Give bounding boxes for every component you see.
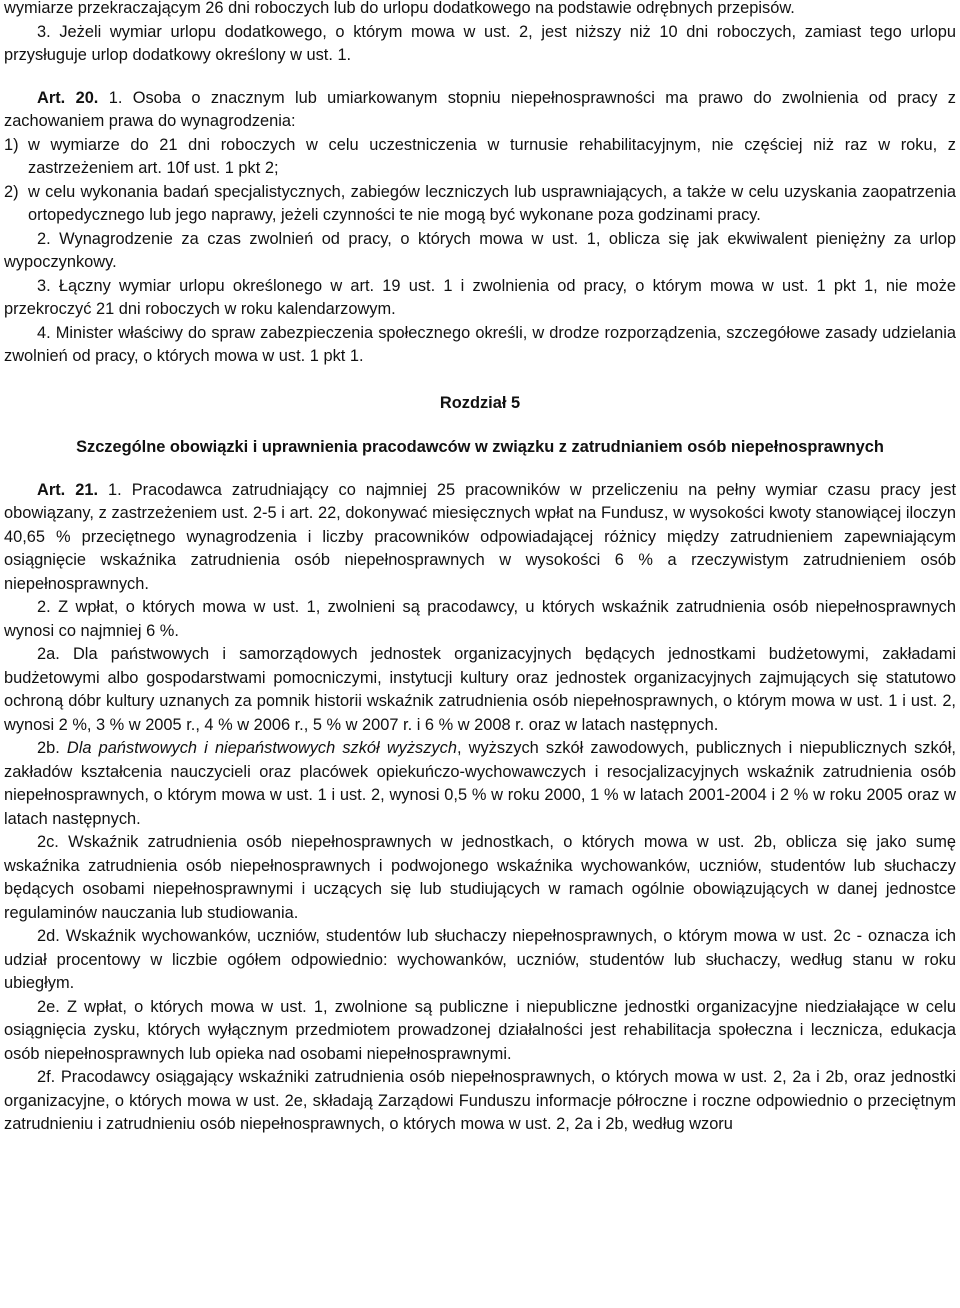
art20-paragraph-3: 3. Łączny wymiar urlopu określonego w art. 19 ust. 1 i zwolnienia od pracy, o którym mowa w ust. 1 pkt 1, nie może przekroczyć 21 dni roboczych w roku kalendarzowym.	[4, 276, 956, 318]
chapter-title: Szczególne obowiązki i uprawnienia pracodawców w związku z zatrudnianiem osób niepełnosprawnych	[76, 438, 884, 456]
art21-label: Art. 21.	[37, 480, 99, 499]
list-item-text: w wymiarze do 21 dni roboczych w celu uczestniczenia w turnusie rehabilitacyjnym, nie częściej niż raz w roku, z zastrzeżeniem art. 10f ust. 1 pkt 2;	[28, 135, 956, 177]
art21-paragraph-2c: 2c. Wskaźnik zatrudnienia osób niepełnosprawnych w jednostkach, o których mowa w ust. 2b, oblicza się jako sumę wskaźnika zatrudnienia osób niepełnosprawnych i podwojonego wskaźnika wychowanków, uczniów, studentów lub słuchaczy będących osobami niepełnosprawnymi i uczących się lub studiujących w ramach ogólnie obowiązujących w danej jednostce regulaminów nauczania lub studiowania.	[4, 833, 956, 922]
art21-paragraph-2b	[4, 737, 956, 831]
art21-paragraph-2f: 2f. Pracodawcy osiągający wskaźniki zatrudnienia osób niepełnosprawnych, o których mowa w ust. 2, 2a i 2b, oraz jednostki organizacyjne, o których mowa w ust. 2e, składają Zarządowi Funduszu informacje półroczne i roczne odpowiednio o przeciętnym zatrudnieniu i zatrudnieniu osób niepełnosprawnych, o których mowa w ust. 2, 2a i 2b, według wzoru	[4, 1068, 956, 1133]
art20-lead-text: 1. Osoba o znacznym lub umiarkowanym stopniu niepełnosprawności ma prawo do zwolnienia od pracy z zachowaniem prawa do wynagrodzenia:	[4, 88, 956, 130]
art20-paragraph-4: 4. Minister właściwy do spraw zabezpieczenia społecznego określi, w drodze rozporządzenia, szczegółowe zasady udzielania zwolnień od pracy, o których mowa w ust. 1 pkt 1.	[4, 323, 956, 365]
list-item-number: 2)	[4, 182, 19, 201]
art21-paragraph-2e: 2e. Z wpłat, o których mowa w ust. 1, zwolnione są publiczne i niepubliczne jednostki organizacyjne niedziałające w celu osiągnięcia zysku, których wyłącznym przedmiotem prowadzonej działalności jest rehabilitacja społeczna i lecznicza, edukacja osób niepełnosprawnych lub opieka nad osobami niepełnosprawnymi.	[4, 997, 956, 1063]
art21-paragraph-1	[4, 479, 956, 597]
document-page	[4, 0, 956, 1137]
art20-paragraph-1	[4, 87, 956, 134]
paragraph-number: 2b.	[37, 739, 67, 757]
intro-paragraph-continued: wymiarze przekraczającym 26 dni roboczych lub do urlopu dodatkowego na podstawie odrębnych przepisów.	[4, 0, 795, 17]
art21-paragraph-2d: 2d. Wskaźnik wychowanków, uczniów, studentów lub słuchaczy niepełnosprawnych, o którym mowa w ust. 2c - oznacza ich udział procentowy w liczbie ogółem odpowiednio: wychowanków, uczniów, studentów lub słuchaczy, według stanu w roku ubiegłym.	[4, 927, 956, 992]
list-item-number: 1)	[4, 135, 19, 154]
list-item-text: w celu wykonania badań specjalistycznych, zabiegów leczniczych lub usprawniających, a także w celu uzyskania zaopatrzenia ortopedycznego lub jego naprawy, jeżeli czynności te nie mogą być wykonane poza godzinami pracy.	[28, 182, 956, 224]
italic-phrase: Dla państwowych i niepaństwowych szkół wyższych	[66, 739, 457, 757]
art20-list-item-2	[4, 181, 956, 228]
intro-paragraph-3: 3. Jeżeli wymiar urlopu dodatkowego, o którym mowa w ust. 2, jest niższy niż 10 dni roboczych, zamiast tego urlopu przysługuje urlop dodatkowy określony w ust. 1.	[4, 22, 956, 64]
art20-label: Art. 20.	[37, 88, 99, 107]
chapter-label: Rozdział 5	[439, 393, 521, 412]
art21-text: 1. Pracodawca zatrudniający co najmniej 25 pracowników w przeliczeniu na pełny wymiar czasu pracy jest obowiązany, z zastrzeżeniem ust. 2-5 i art. 22, dokonywać miesięcznych wpłat na Fundusz, w wysokości kwoty stanowiącej iloczyn 40,65 % przeciętnego wynagrodzenia i liczby pracowników odpowiadającej różnicy między zatrudnieniem zapewniającym osiągnięcie wskaźnika zatrudnienia osób niepełnosprawnych w wysokości 6 % a rzeczywistym zatrudnieniem osób niepełnosprawnych.	[4, 480, 956, 593]
art21-paragraph-2a: 2a. Dla państwowych i samorządowych jednostek organizacyjnych będących jednostkami budżetowymi, zakładami budżetowymi albo gospodarstwami pomocniczymi, instytucji kultury oraz jednostek organizacyjnych zajmujących się statutowo ochroną dóbr kultury uznanych za pomnik historii wskaźnik zatrudnienia osób niepełnosprawnych, o którym mowa w ust. 1 i ust. 2, wynosi 2 %, 3 % w 2005 r., 4 % w 2006 r., 5 % w 2007 r. i 6 % w 2008 r. oraz w latach następnych.	[4, 645, 956, 734]
art21-paragraph-2: 2. Z wpłat, o których mowa w ust. 1, zwolnieni są pracodawcy, u których wskaźnik zatrudnienia osób niepełnosprawnych wynosi co najmniej 6 %.	[4, 598, 956, 640]
paragraph-text: , wyższych szkół zawodowych, publicznych i niepublicznych szkół, zakładów kształcenia nauczycieli oraz placówek opiekuńczo-wychowawczych i resocjalizacyjnych wskaźnik zatrudnienia osób niepełnosprawnych, o którym mowa w ust. 1 i ust. 2, wynosi 0,5 % w roku 2000, 1 % w latach 2001-2004 i 2 % w roku 2005 oraz w latach następnych.	[4, 739, 956, 828]
art20-list-item-1	[4, 134, 956, 181]
art20-paragraph-2: 2. Wynagrodzenie za czas zwolnień od pracy, o których mowa w ust. 1, oblicza się jak ekwiwalent pieniężny za urlop wypoczynkowy.	[4, 229, 956, 271]
